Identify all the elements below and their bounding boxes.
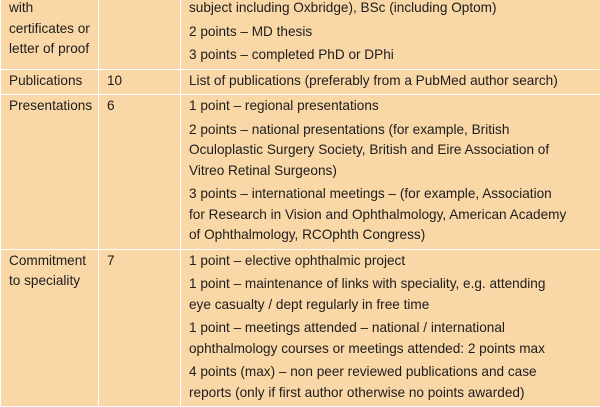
detail-paragraph bbox=[189, 184, 594, 246]
detail-paragraph bbox=[189, 45, 594, 66]
points-cell bbox=[99, 0, 181, 69]
detail-line: ophthalmology courses or meetings attended: 2 points max bbox=[189, 339, 594, 360]
table-row bbox=[1, 95, 600, 250]
detail-line: 3 points – completed PhD or DPhi bbox=[189, 45, 594, 66]
detail-paragraph bbox=[189, 71, 594, 92]
detail-paragraph bbox=[189, 0, 594, 19]
points-cell bbox=[99, 95, 181, 250]
details-cell bbox=[181, 95, 600, 250]
details-cell bbox=[181, 69, 600, 95]
detail-line: 1 point – regional presentations bbox=[189, 96, 594, 117]
detail-paragraph bbox=[189, 318, 594, 359]
detail-paragraph bbox=[189, 96, 594, 117]
detail-line: 2 points – national presentations (for example, British bbox=[189, 120, 594, 141]
points-value: 6 bbox=[107, 98, 115, 113]
points-value: 10 bbox=[107, 73, 122, 88]
detail-line: eye casualty / dept regularly in free time bbox=[189, 295, 594, 316]
detail-line: 1 point – elective ophthalmic project bbox=[189, 251, 594, 272]
criterion-label: Publications bbox=[9, 71, 92, 92]
table-row bbox=[1, 249, 600, 407]
criterion-cell bbox=[1, 95, 99, 250]
detail-line: List of publications (preferably from a PubMed author search) bbox=[189, 71, 594, 92]
criterion-label: letter of proof bbox=[9, 39, 92, 60]
details-cell bbox=[181, 0, 600, 69]
detail-line: 2 points – MD thesis bbox=[189, 22, 594, 43]
detail-paragraph bbox=[189, 251, 594, 272]
detail-line: subject including Oxbridge), BSc (including Optom) bbox=[189, 0, 594, 19]
points-value: 7 bbox=[107, 253, 115, 268]
detail-line: for Research in Vision and Ophthalmology, American Academy bbox=[189, 205, 594, 226]
criterion-cell bbox=[1, 69, 99, 95]
detail-line: 4 points (max) – non peer reviewed publications and case bbox=[189, 362, 594, 383]
criterion-label: certificates or bbox=[9, 19, 92, 40]
detail-paragraph bbox=[189, 22, 594, 43]
detail-paragraph bbox=[189, 120, 594, 182]
detail-paragraph bbox=[189, 362, 594, 403]
points-cell bbox=[99, 69, 181, 95]
detail-line: reports (only if first author otherwise no points awarded) bbox=[189, 383, 594, 404]
criterion-label: with bbox=[9, 0, 92, 19]
detail-line: Oculoplastic Surgery Society, British and Eire Association of bbox=[189, 140, 594, 161]
table-row bbox=[1, 0, 600, 69]
table-row bbox=[1, 69, 600, 95]
detail-line: Vitreo Retinal Surgeons) bbox=[189, 161, 594, 182]
detail-line: of Ophthalmology, RCOphth Congress) bbox=[189, 225, 594, 246]
criterion-label: to speciality bbox=[9, 271, 92, 292]
detail-line: 1 point – maintenance of links with speciality, e.g. attending bbox=[189, 274, 594, 295]
detail-paragraph bbox=[189, 274, 594, 315]
criterion-label: Presentations bbox=[9, 96, 92, 117]
details-cell bbox=[181, 249, 600, 407]
detail-line: 1 point – meetings attended – national / international bbox=[189, 318, 594, 339]
criterion-cell bbox=[1, 0, 99, 69]
criterion-label: Commitment bbox=[9, 251, 92, 272]
criterion-cell bbox=[1, 249, 99, 407]
detail-line: 3 points – international meetings – (for example, Association bbox=[189, 184, 594, 205]
points-cell bbox=[99, 249, 181, 407]
